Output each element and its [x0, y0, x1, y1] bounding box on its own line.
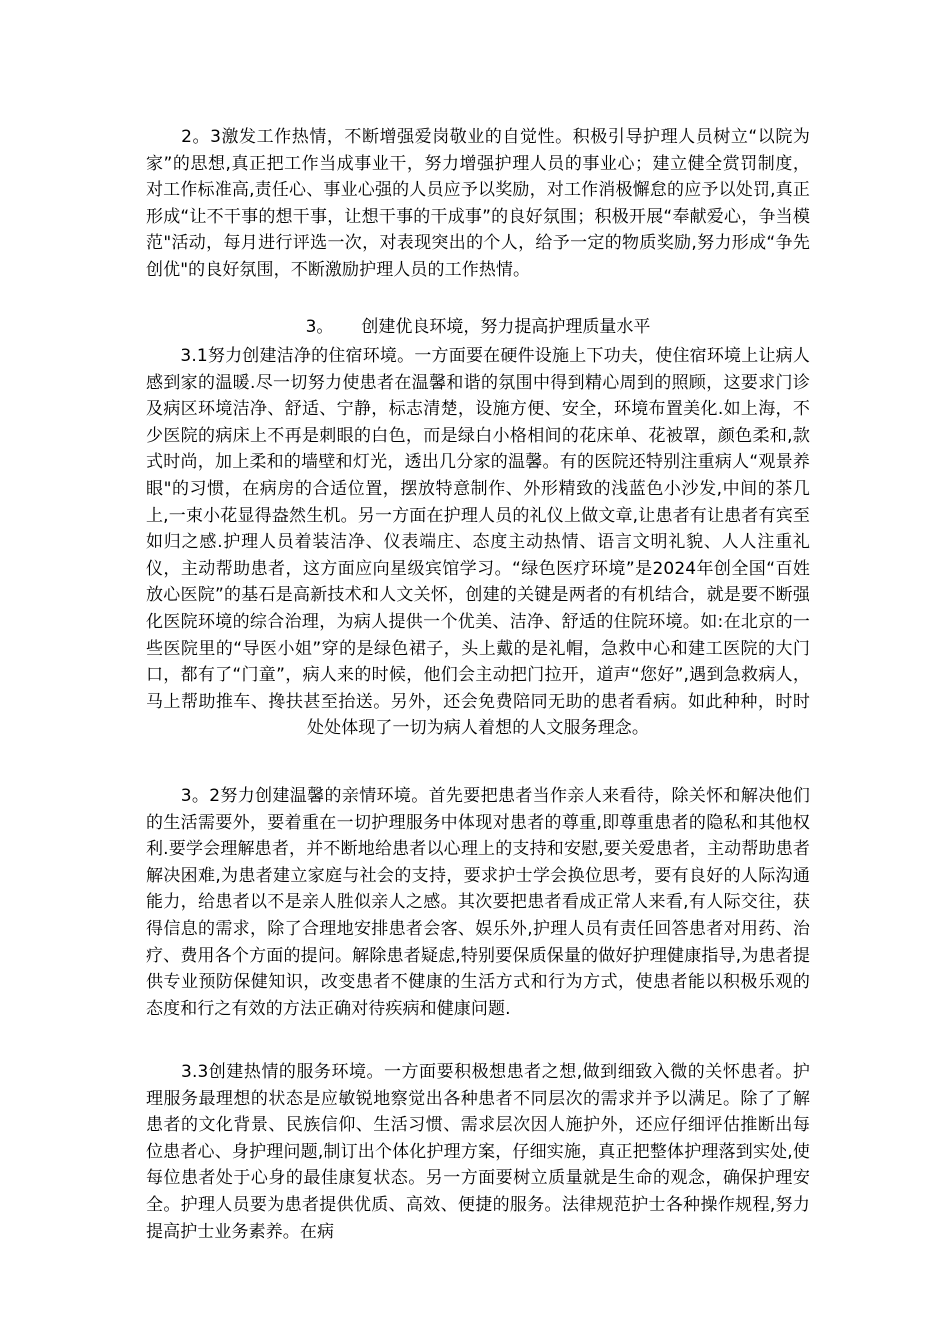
paragraph-3-2: 3。2努力创建温馨的亲情环境。首先要把患者当作亲人来看待，除关怀和解决他们的生活需要外，要着重在一切护理服务中体现对患者的尊重,即尊重患者的隐私和其他权利.要学会理解患者，并不断地给患者以心理上的支持和安慰,要关爱患者，主动帮助患者解决困难,为患者建立家庭与社会的支持，要求护士学会换位思考，要有良好的人际沟通能力，给患者以不是亲人胜似亲人之感。其次要把患者看成正常人来看,有人际交往，获得信息的需求，除了合理地安排患者会客、娱乐外,护理人员有责任回答患者对用药、治疗、费用各个方面的提问。解除患者疑虑,特别要保质保量的做好护理健康指导,为患者提供专业预防保健知识，改变患者不健康的生活方式和行为方式，使患者能以积极乐观的态度和行之有效的方法正确对待疾病和健康问题.: [146, 786, 810, 1019]
section-number: 3。: [305, 317, 334, 337]
section-title: 创建优良环境，努力提高护理质量水平: [361, 317, 651, 337]
section-heading: [146, 314, 810, 341]
paragraph-2-3: 2。3激发工作热情，不断增强爱岗敬业的自觉性。积极引导护理人员树立“以院为家”的思想,真正把工作当成事业干，努力增强护理人员的事业心；建立健全赏罚制度，对工作标准高,责任心、事业心强的人员应予以奖励，对工作消极懈怠的应予以处罚,真正形成“让不干事的想干事，让想干事的干成事”的良好氛围；积极开展“奉献爱心，争当模范"活动，每月进行评选一次，对表现突出的个人，给予一定的物质奖励,努力形成“争先创优"的良好氛围，不断激励护理人员的工作热情。: [146, 127, 810, 280]
paragraph-3-3: 3.3创建热情的服务环境。一方面要积极想患者之想,做到细致入微的关怀患者。护理服务最理想的状态是应敏锐地察觉出各种患者不同层次的需求并予以满足。除了了解患者的文化背景、民族信仰、生活习惯、需求层次因人施护外，还应仔细评估推断出每位患者心、身护理问题,制订出个体化护理方案，仔细实施，真正把整体护理落到实处,使每位患者处于心身的最佳康复状态。另一方面要树立质量就是生命的观念，确保护理安全。护理人员要为患者提供优质、高效、便捷的服务。法律规范护士各种操作规程,努力提高护士业务素养。在病: [146, 1062, 810, 1242]
paragraph-3-1: 3.1努力创建洁净的住宿环境。一方面要在硬件设施上下功夫，使住宿环境上让病人感到家的温暖.尽一切努力使患者在温馨和谐的氛围中得到精心周到的照顾，这要求门诊及病区环境洁净、舒适、宁静，标志清楚，设施方便、安全，环境布置美化.如上海，不少医院的病床上不再是刺眼的白色，而是绿白小格相间的花床单、花被罩，颜色柔和,款式时尚，加上柔和的墙壁和灯光，透出几分家的温馨。有的医院还特别注重病人“观景养眼"的习惯，在病房的合适位置，摆放特意制作、外形精致的浅蓝色小沙发,中间的茶几上,一束小花显得盎然生机。另一方面在护理人员的礼仪上做文章,让患者有让患者有宾至如归之感.护理人员着装洁净、仪表端庄、态度主动热情、语言文明礼貌、人人注重礼仪，主动帮助患者，这方面应向星级宾馆学习。“绿色医疗环境”是2024年创全国“百姓放心医院”的基石是高新技术和人文关怀，创建的关键是两者的有机结合，就是要不断强化医院环境的综合治理，为病人提供一个优美、洁净、舒适的住院环境。如:在北京的一些医院里的“导医小姐”穿的是绿色裙子，头上戴的是礼帽，急救中心和建工医院的大门口，都有了“门童”，病人来的时候，他们会主动把门拉开，道声“您好”,遇到急救病人，马上帮助推车、搀扶甚至抬送。另外，还会免费陪同无助的患者看病。如此种种，时时处处体现了一切为病人着想的人文服务理念。: [146, 346, 810, 739]
